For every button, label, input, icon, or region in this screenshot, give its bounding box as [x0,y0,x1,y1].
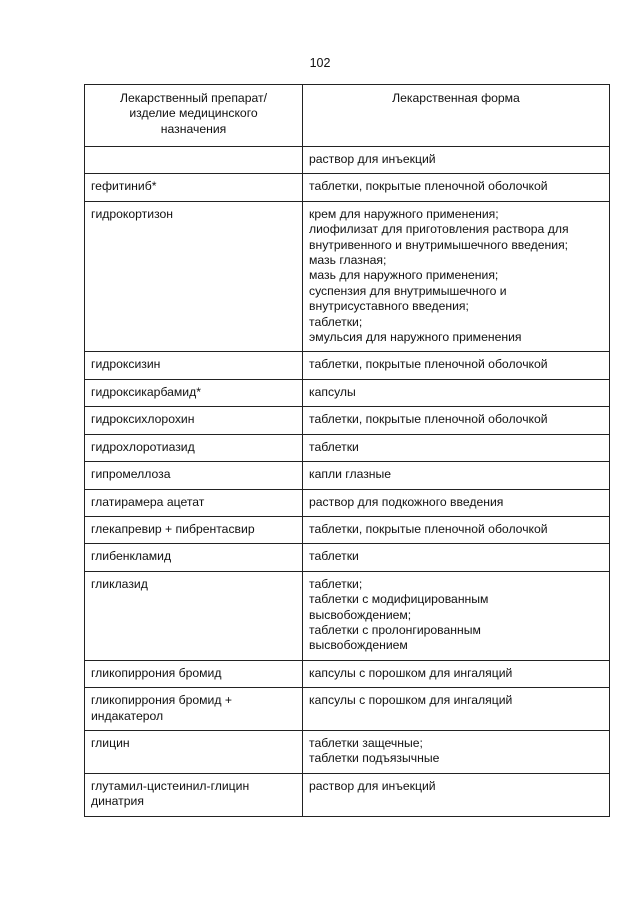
drug-name-line: гликопиррония бромид + [91,693,232,708]
cell-drug [85,660,303,687]
cell-drug [85,434,303,461]
drug-name-line: глекапревир + пибрентасвир [91,521,255,536]
table-row [85,352,610,379]
cell-form [303,660,610,687]
cell-drug [85,147,303,174]
header-form-line: Лекарственная форма [392,91,520,105]
dosage-form-line: таблетки с пролонгированным [309,622,481,637]
cell-form [303,407,610,434]
dosage-form-line: таблетки, покрытые пленочной оболочкой [309,521,548,536]
dosage-form-line: крем для наружного применения; [309,206,499,221]
drug-name-line: гидроксихлорохин [91,412,195,427]
dosage-form-line: таблетки; [309,314,363,329]
cell-form [303,730,610,773]
table-row [85,379,610,406]
dosage-form-line: капсулы с порошком для ингаляций [309,665,513,680]
drug-name-line: гидроксикарбамид* [91,384,201,399]
cell-form [303,571,610,660]
table-row [85,773,610,816]
dosage-form-line: раствор для инъекций [309,152,436,166]
dosage-form-line: раствор для подкожного введения [309,494,504,509]
cell-form [303,201,610,352]
cell-form [303,379,610,406]
drug-name-line: гипромеллоза [91,467,171,482]
cell-drug [85,730,303,773]
header-drug-line: назначения [160,121,227,136]
dosage-form-line: лиофилизат для приготовления раствора для [309,222,569,237]
dosage-form-line: таблетки защечные; [309,735,423,750]
table-row [85,660,610,687]
cell-form [303,434,610,461]
dosage-form-line: таблетки с модифицированным [309,592,489,607]
dosage-form-line: таблетки подъязычные [309,751,440,766]
dosage-form-line: капсулы [309,384,356,399]
cell-drug [85,571,303,660]
table-row [85,516,610,543]
dosage-form-line: суспензия для внутримышечного и [309,283,507,298]
table-row [85,462,610,489]
cell-drug [85,489,303,516]
cell-form [303,462,610,489]
cell-form [303,489,610,516]
table-row [85,544,610,571]
drug-name-line: гликлазид [91,576,148,591]
table-row [85,489,610,516]
table-row [85,571,610,660]
drug-name-line: гидроксизин [91,357,161,372]
dosage-form-line: таблетки, покрытые пленочной оболочкой [309,412,548,427]
cell-drug [85,516,303,543]
header-drug-line: Лекарственный препарат/ [120,91,267,105]
table-header-row [85,85,610,147]
table-row [85,147,610,174]
cell-drug [85,462,303,489]
header-drug-line: изделие медицинского [129,106,258,121]
cell-drug [85,688,303,731]
cell-drug [85,201,303,352]
dosage-form-line: таблетки, покрытые пленочной оболочкой [309,357,548,372]
cell-drug [85,544,303,571]
cell-drug [85,352,303,379]
dosage-form-line: высвобождением; [309,607,412,622]
cell-form [303,544,610,571]
cell-form [303,773,610,816]
drug-name-line: индакатерол [91,708,164,723]
table-row [85,407,610,434]
drug-name-line: глибенкламид [91,549,172,564]
header-drug [85,85,303,147]
drug-name-line: глатирамера ацетат [91,494,205,509]
cell-form [303,516,610,543]
page-number: 102 [309,56,331,70]
drug-name-line: гликопиррония бромид [91,665,222,680]
cell-form [303,174,610,201]
dosage-form-line: высвобождением [309,638,408,653]
table-body [85,147,610,817]
dosage-form-line: таблетки [309,439,359,454]
cell-drug [85,379,303,406]
dosage-form-line: мазь глазная; [309,253,387,268]
dosage-form-line: таблетки [309,549,359,564]
drug-name-line: гефитиниб* [91,179,157,194]
cell-drug [85,407,303,434]
dosage-form-line: таблетки, покрытые пленочной оболочкой [309,179,548,194]
drug-name-line: гидрокортизон [91,206,174,221]
header-form [303,85,610,147]
table-row [85,730,610,773]
dosage-form-line: раствор для инъекций [309,778,436,793]
drug-table [84,84,610,817]
dosage-form-line: мазь для наружного применения; [309,268,499,283]
dosage-form-line: капсулы с порошком для ингаляций [309,693,513,708]
drug-name-line: глутамил-цистеинил-глицин [91,778,250,793]
drug-name-line: динатрия [91,794,144,809]
dosage-form-line: внутрисуставного введения; [309,299,469,314]
cell-form [303,147,610,174]
table-row [85,174,610,201]
cell-drug [85,773,303,816]
dosage-form-line: эмульсия для наружного применения [309,330,522,345]
cell-form [303,352,610,379]
table-row [85,688,610,731]
dosage-form-line: капли глазные [309,467,392,482]
drug-name-line: глицин [91,735,130,750]
drug-name-line: гидрохлоротиазид [91,439,195,454]
table-row [85,201,610,352]
cell-drug [85,174,303,201]
cell-form [303,688,610,731]
dosage-form-line: внутривенного и внутримышечного введения; [309,237,569,252]
table-row [85,434,610,461]
dosage-form-line: таблетки; [309,576,363,591]
